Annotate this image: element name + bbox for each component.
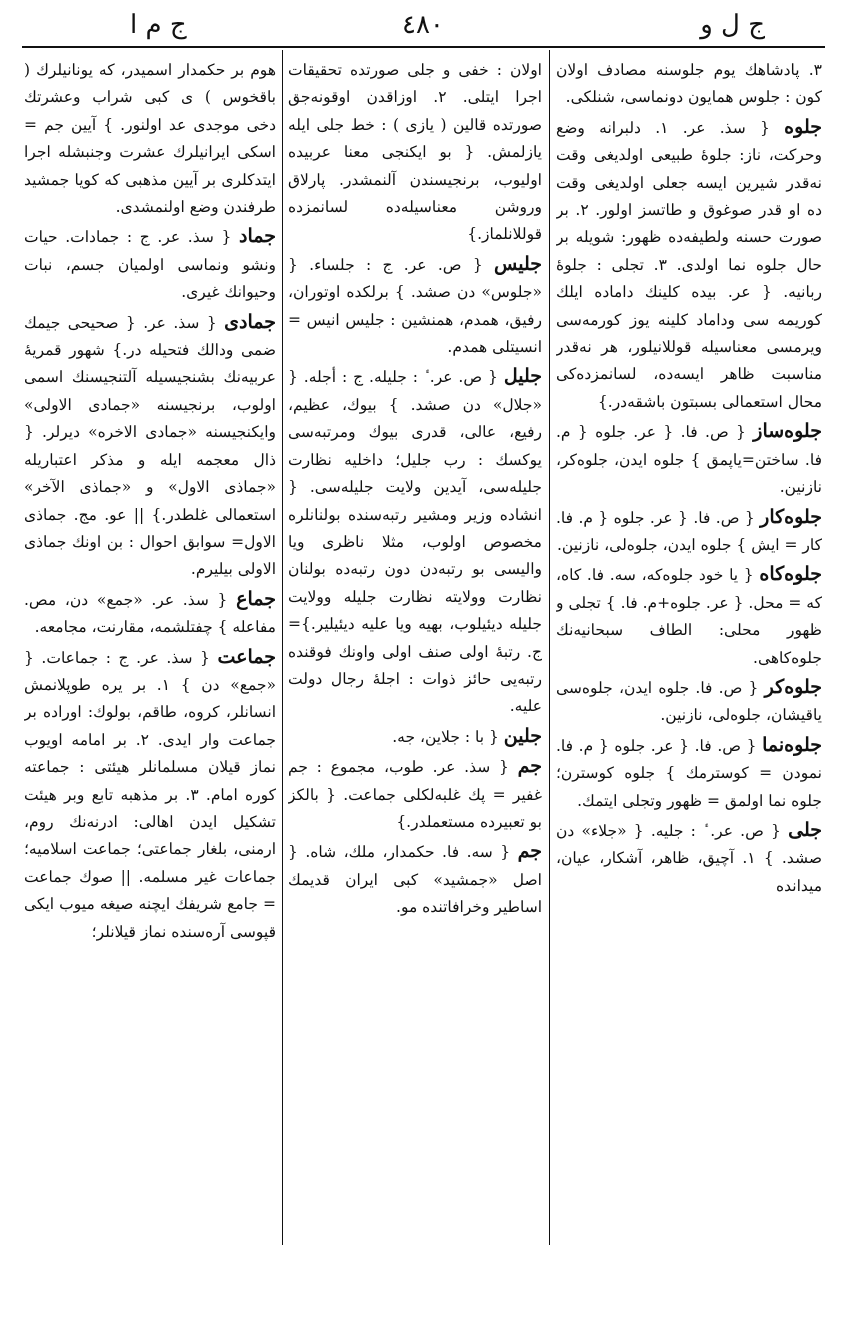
column-middle xyxy=(288,56,542,1241)
entry-headword: جلوه‌نما xyxy=(762,733,822,756)
dictionary-entry xyxy=(288,363,542,720)
column-left xyxy=(24,56,276,1241)
dictionary-entry xyxy=(24,586,276,642)
column-right xyxy=(556,56,822,1241)
page-number: ٤٨٠ xyxy=(402,10,444,40)
entry-definition: { سذ. عر. طوب، مجموع : جم غفير = پك غلبه‌لكلى جماعت. { بالكز بو تعبيرده مستعملدر.} xyxy=(288,758,542,831)
entry-headword: جلوه‌كار xyxy=(760,505,822,528)
entry-definition: { با : جلاين، جه. xyxy=(392,727,499,746)
entry-definition: { ص. فا. جلوه ايدن، جلوه‌سى ياقيشان، جلوه‌لى، نازنين. xyxy=(556,678,822,725)
entry-definition: { ص. عر. ٔ : جليله. ج : أجله. { «جلال» دن صشد. } بيوك، عظيم، رفيع، عالى، قدرى بيوك ومرتبه‌سى يوكسك : رب جليل؛ داخليه نظارت جليله‌سى، آيدين ولايت جليله‌سى. { انشاده وزير ومشير رتبه‌سنده بولنانلره مخصوص اولوب، مثلا ناظرى ويا واليسى بو رتبه‌دن دون رتبه‌ده بولنان نظارت وولايته نظارت جليله وولايت جليله ديئيلوب، بهيه ويا عليه ديئيلير.}= ج. رتبهٔ اولى صنف اولى واونك فوقنده رتبه‌يى حائز ذوات : اجلهٔ رجال دولت عليه. xyxy=(288,368,542,716)
dictionary-entry xyxy=(24,309,276,584)
dictionary-entry xyxy=(556,56,822,112)
entry-definition: { يا خود جلوه‌كه، سه. فا. كاه، كه = محل. { عر. جلوه+م. فا. } تجلى و ظهور محلى: الطاف سبحانيه‌نك جلوه‌كاهى. xyxy=(556,566,822,667)
entry-headword: جلى xyxy=(788,818,822,841)
dictionary-entry xyxy=(288,723,542,751)
entry-definition: { سذ. عر. ١. دلبرانه وضع وحركت، ناز: جلوهٔ طبيعى اولديغى وقت نه‌قدر شيرين ايسه جعلى اولديغى وقت ده او قدر صوغوق و طاتسز اولور. ٢. بر صورت حسنه ولطيفه‌ده ظهور: شويله بر حال جلوه نما اولدى. ٣. تجلى : جلوهٔ ربانيه. { عر. بيده كلينك داماده ايلك كوريمه سى وداماد كلينه يوز كورمه‌سى ويرمسى معناسيله قوللانيلور، هر نه‌قدر مناسبت ظاهر ايسه‌ده، لسانمزده‌كى محال استعمالى بسبتون باشقه‌در.} xyxy=(556,118,822,411)
dictionary-entry xyxy=(556,817,822,900)
header-left-guide-letters: ج م ا xyxy=(130,10,187,40)
dictionary-entry xyxy=(24,56,276,221)
dictionary-entry xyxy=(288,56,542,249)
entry-headword: جلين xyxy=(503,724,542,747)
dictionary-entry xyxy=(556,561,822,672)
entry-headword: جم xyxy=(517,755,542,778)
dictionary-entry xyxy=(24,223,276,306)
entry-definition: { سه. فا. حكمدار، ملك، شاه. { اصل «جمشيد» كبى ايران قديمك اساطير وخرافاتنده مو. xyxy=(288,843,542,917)
entry-definition: { ص. فا. { عر. جلوه { م. فا. ساختن=ياپمق } جلوه ايدن، جلوه‌كر، نازنين. xyxy=(556,423,822,497)
column-divider xyxy=(549,50,550,1245)
entry-headword: جليل xyxy=(503,365,542,388)
entry-definition: { سذ. عر. «جمع» دن، مص. مفاعله } چفتلشمه، مقارنت، مجامعه. xyxy=(24,590,276,637)
entry-definition: { ص. عر. ٔ : جليه. { «جلاء» دن صشد. } ١. آچيق، ظاهر، آشكار، عيان، ميدانده xyxy=(556,821,822,895)
dictionary-entry xyxy=(556,504,822,560)
entry-headword: جم xyxy=(517,840,542,863)
entry-headword: جماع xyxy=(236,587,276,610)
dictionary-entry xyxy=(288,251,542,362)
dictionary-entry xyxy=(556,674,822,730)
entry-definition: اولان : خفى و جلى صورتده تحقيقات اجرا ايتلى. ٢. اوزاقدن اوقونه‌جق صورتده قالين ( يازى ) : خط جلى ايله يازلمش. { بو ايكنجى معنا عربيده اوليوب، برنجيسندن آلنمشدر. پارلاق وروشن معناسيله‌ده لسانمزده قوللانلماز.} xyxy=(288,61,542,244)
entry-headword: جليس xyxy=(494,252,542,275)
entry-definition: { سذ. عر. ج : جماعات. { «جمع» دن } ١. بر يره طوپلانمش انسانلر، كروه، طاقم، بولوك: اوراده بر جماعت وار ايدى. ٢. بر امامه اويوب نماز قيلان مسلمانلر هيئتى : جماعته كوره امام. ٣. بر مذهبه تابع وبر هيئت تشكيل ايدن اهالى: ادرنه‌نك روم، ارمنى، بلغار جماعتى؛ جماعت اسلاميه؛ جماعات غير مسلمه. || صوك جماعت = جامع شريفك ايچنه صيغه ميوب ايكى قپوسى آره‌سنده نماز قيلانلر؛ xyxy=(24,648,276,941)
entry-definition: { ص. عر. ج : جلساء. { «جلوس» دن صشد. } برلكده اوتوران، رفيق، همدم، همنشين : جليس انيس = انسيتلى همدم. xyxy=(288,255,542,357)
entry-definition: { ص. فا. { عر. جلوه { م. فا. كار = ايش } جلوه ايدن، جلوه‌لى، نازنين. xyxy=(556,508,822,554)
dictionary-entry xyxy=(288,753,542,836)
dictionary-entry xyxy=(288,838,542,921)
entry-headword: جماد xyxy=(239,225,276,248)
entry-definition: ٣. پادشاهك يوم جلوسنه مصادف اولان كون : جلوس همايون دونماسى، شنلكى. xyxy=(556,61,822,107)
column-divider xyxy=(282,50,283,1245)
dictionary-entry xyxy=(556,114,822,416)
entry-headword: جمادى xyxy=(224,310,276,333)
header-rule xyxy=(22,46,825,48)
entry-headword: جلوه‌كر xyxy=(764,675,822,698)
entry-headword: جلوه xyxy=(784,115,822,138)
entry-headword: جلوه‌كاه xyxy=(759,563,822,586)
entry-definition: هوم بر حكمدار اسميدر، كه يونانيلرك ( باقخوس ) ى كبى شراب وعشرتك دخى موجدى عد اولنور. } آيين جم = اسكى ايرانيلرك عشرت وجنبشله اجرا ايتدكلرى بر آيين مذهبى كه كويا جمشيد طرفندن وضع اولنمشدى. xyxy=(24,61,276,217)
entry-definition: { سذ. عر. { صحيحى جيمك ضمى ودالك فتحيله در.} شهور قمريهٔ عربيه‌نك بشنجيسيله آلتنجيسنك اسمى اولوب، برنجيسنه «جمادى الاولى» وايكنجيسنه «جمادى الاخره» ديرلر. { ذال معجمه ايله و مذكر اعتباريله «جماذى الاول» و «جماذى الآخر» استعمالى غلطدر.} || عو. مج. جماذى الاول= سوابق احوال : بن اونك جماذى الاولى بيليرم. xyxy=(24,313,276,579)
entry-headword: جلوه‌ساز xyxy=(753,420,822,443)
entry-definition: { ص. فا. { عر. جلوه { م. فا. نمودن = كوسترمك } جلوه كوسترن؛ جلوه نما اولمق = ظهور وتجلى ايتمك. xyxy=(556,736,822,810)
dictionary-entry xyxy=(556,418,822,501)
page-header xyxy=(22,2,825,48)
entry-headword: جماعت xyxy=(217,645,276,668)
dictionary-entry xyxy=(24,644,276,946)
header-right-guide-letters: ج ل و xyxy=(700,10,765,40)
entry-definition: { سذ. عر. ج : جمادات. حيات ونشو ونماسى اولميان جسم، نبات وحيوانك غيرى. xyxy=(24,228,276,302)
dictionary-entry xyxy=(556,732,822,815)
